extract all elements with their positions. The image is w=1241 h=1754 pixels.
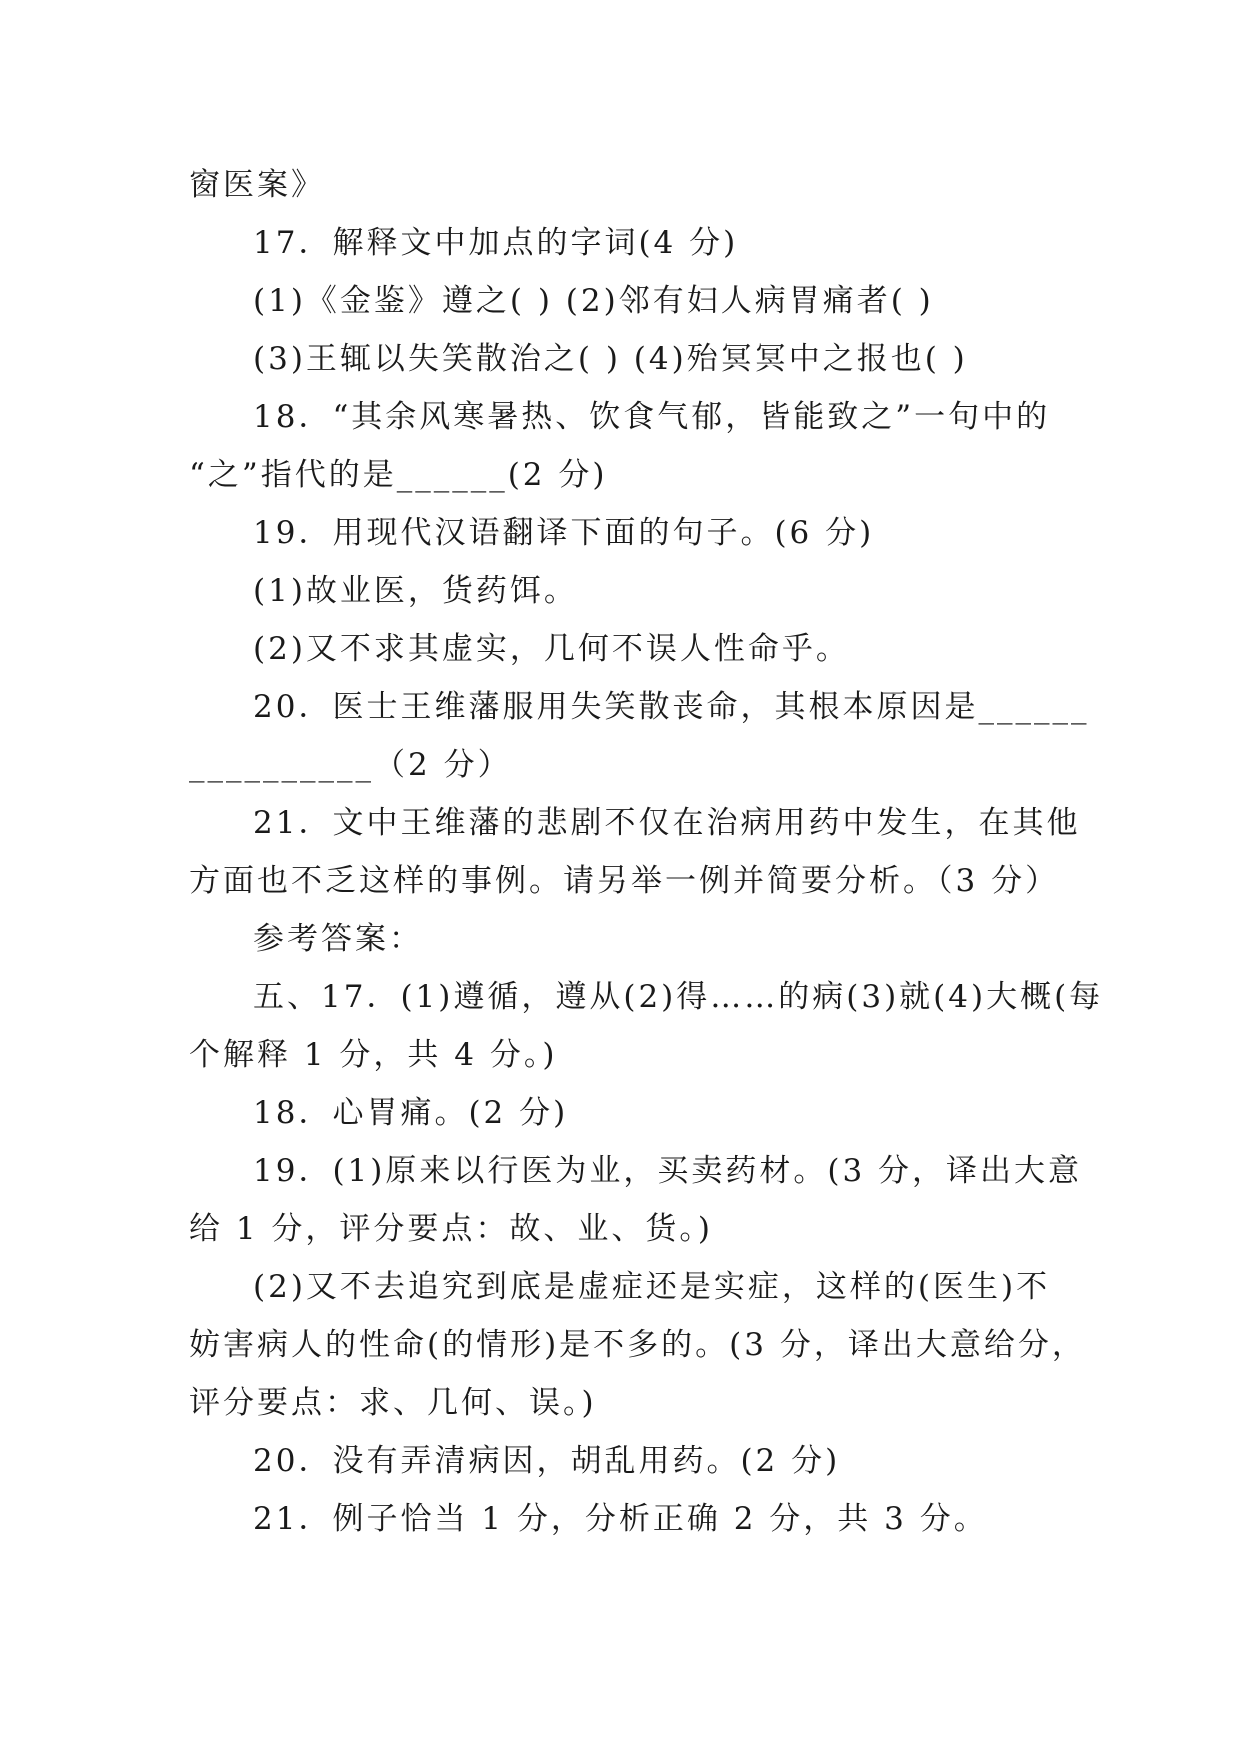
- question-19-item-2: (2)又不求其虚实，几何不误人性命乎。: [253, 631, 850, 667]
- answer-21: 21．例子恰当 1 分，分析正确 2 分，共 3 分。: [253, 1501, 988, 1537]
- answer-19-2-continued-2: 评分要点：求、几何、误。): [189, 1385, 597, 1421]
- question-21-continued: 方面也不乏这样的事例。请另举一例并简要分析。（3 分）: [189, 863, 1060, 899]
- question-17: 17．解释文中加点的字词(4 分): [253, 225, 739, 261]
- question-20: 20．医士王维藩服用失笑散丧命，其根本原因是______: [253, 689, 1090, 725]
- answer-20: 20．没有弄清病因，胡乱用药。(2 分): [253, 1443, 841, 1479]
- question-19: 19．用现代汉语翻译下面的句子。(6 分): [253, 515, 875, 551]
- answer-heading: 参考答案：: [253, 921, 423, 957]
- answer-18: 18．心胃痛。(2 分): [253, 1095, 569, 1131]
- document-body: [189, 156, 1104, 1548]
- question-18: 18．“其余风寒暑热、饮食气郁，皆能致之”一句中的: [253, 399, 1051, 435]
- answer-17-continued: 个解释 1 分，共 4 分。): [189, 1037, 558, 1073]
- answer-17: 五、17．(1)遵循，遵从(2)得……的病(3)就(4)大概(每: [253, 979, 1104, 1015]
- question-20-continued: __________（2 分）: [189, 747, 512, 783]
- question-19-item-1: (1)故业医，货药饵。: [253, 573, 578, 609]
- answer-19-2-continued: 妨害病人的性命(的情形)是不多的。(3 分，译出大意给分，: [189, 1327, 1086, 1363]
- question-17-items-1-2: (1)《金鉴》遵之( ) (2)邻有妇人病胃痛者( ): [253, 283, 934, 319]
- answer-19-1: 19．(1)原来以行医为业，买卖药材。(3 分，译出大意: [253, 1153, 1083, 1189]
- question-17-items-3-4: (3)王辄以失笑散治之( ) (4)殆冥冥中之报也( ): [253, 341, 968, 377]
- answer-19-2: (2)又不去追究到底是虚症还是实症，这样的(医生)不: [253, 1269, 1051, 1305]
- question-21: 21．文中王维藩的悲剧不仅在治病用药中发生，在其他: [253, 805, 1081, 841]
- answer-19-1-continued: 给 1 分，评分要点：故、业、货。): [189, 1211, 714, 1247]
- question-18-continued: “之”指代的是______(2 分): [189, 457, 608, 493]
- text-line: 窗医案》: [189, 167, 325, 203]
